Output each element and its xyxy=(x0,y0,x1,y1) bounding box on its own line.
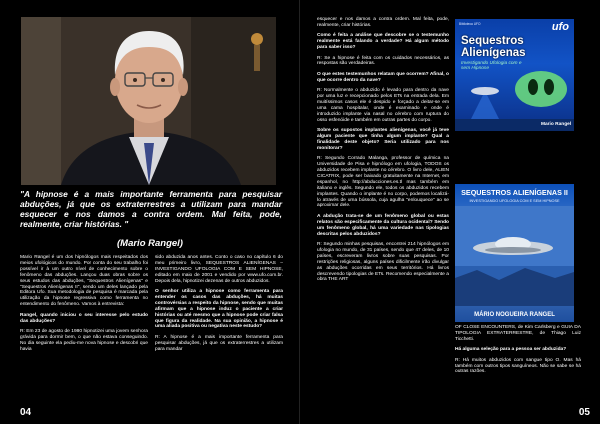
paragraph: Mario Rangel é um dos hipnólogos mais respeitados dos meios ufológicos do mundo. Por conta do seu trabalho foi possível ir à um outro nível de conhecimento sobre o fenômeno das abduções. Lançou duas obras sobre os seus estudos das abduções, "Sequestros Alienígenas" e "Sequestros Alienígenas II", sendo um deles lançado pela Editora Ufo. Sua metodologia de pesquisa é marcada pela utilização da hipnose regressiva como ferramenta no entendimento do fenômeno. Vamos à entrevista: xyxy=(20,255,148,308)
quote-attribution: (Mario Rangel) xyxy=(117,238,183,249)
interview-question: Rangel, quando iniciou o seu interesse pelo estudo das abduções? xyxy=(20,312,148,324)
cover2-author: MÁRIO NOGUEIRA RANGEL xyxy=(474,312,555,318)
paragraph: R: Segundo Corrado Malanga, professor de química na Universidade de Pisa e hipnólogo em ufologia, TODOS os abduzidos recebem implante no cérebro. O livro dele, ALIEN CICATRIX, pode ser baixado gratuitamente na Internet, em espanhol, no http://abducciones.es.tl mas também em italiano e inglês. Segundo ele, todos os abduzidos recebem implantes. Quando o implante é no corpo, podemos localizá-lo através de uma bússola, cuja agulha "enlouquece" ao se aproximar dele. xyxy=(317,156,449,209)
pull-quote: "A hipnose é a mais importante ferramenta para pesquisar abduções, já que os extraterrestres a utilizam para mandar esquecer e nos damos a contra ordem. Mal feita, pode, realmente, criar histórias. " xyxy=(20,189,282,229)
left-column-2 xyxy=(155,255,283,357)
paragraph: sido abduzida anos antes. Conto o caso no capítulo 6 do meu primeiro livro, SEQUESTROS ALIENÍGENAS – INVESTIGANDO UFOLOGIA COM E SEM HIPNOSE, editado em maio de 2001 e vendido por www.ufo.com.br. Depois dela, hipnotizei dezenas de outros abduzidos. xyxy=(155,255,283,284)
paragraph: R: Há muitos abduzidos com sangue tipo O. Mas há também com outros tipos sanguíneos. Não se sabe se há outras razões. xyxy=(455,357,581,375)
book-cover-2 xyxy=(455,184,574,322)
page-number-right: 05 xyxy=(578,407,590,418)
cover1-title-line1: Sequestros xyxy=(461,35,524,47)
book-cover-1 xyxy=(455,19,574,131)
interview-question: Há alguma seleção para a pessoa ser abduzida? xyxy=(455,347,567,353)
cover1-title-line2: Alienígenas xyxy=(461,47,526,59)
cover1-series: Biblioteca UFO xyxy=(459,22,481,26)
portrait-photo xyxy=(21,17,276,185)
cover2-title: SEQUESTROS ALIENÍGENAS II xyxy=(461,188,568,197)
portrait-illustration xyxy=(21,17,276,185)
cover1-author: Mario Rangel xyxy=(541,122,572,127)
paragraph: R: Se a hipnose é feita com os cuidados necessários, as respostas são verdadeiras. xyxy=(317,55,449,67)
interview-question: Sobre os supostos implantes alienígenas, você já teve algum paciente que tinha algum implante? Qual a finalidade deste objeto? Seria utilizado para nos monitorar? xyxy=(317,128,449,151)
paragraph: esquecer e nos damos a contra ordem. Mal feita, pode, realmente, criar histórias. xyxy=(317,17,449,28)
interview-question: Como é feita a análise que descobre se o testemunho realmente está falando a verdade? Há algum método para saber isso? xyxy=(317,33,449,51)
right-column-1 xyxy=(317,17,449,288)
cover2-art xyxy=(455,206,574,306)
left-column-1 xyxy=(20,255,148,357)
page-number-left: 04 xyxy=(20,407,32,418)
paragraph: R: Normalmente o abduzido é levado para dentro da nave por uma luz e recepcionado pelos ETs na entrada dela. Em muitíssimos casos ele é despido e forçado a deitar-se em uma cama hospitalar, onde é examinado e onde é introduzido implante via nasal no cérebro com ruptura do osso esfenóide e também em outras partes do corpo. xyxy=(317,88,449,123)
ufo-icon xyxy=(471,87,499,95)
alien-head-icon xyxy=(515,71,567,107)
paragraph: R: Em 23 de agosto de 1980 hipnotizei uma jovem senhora grávida para dormir bem, o que não estava conseguindo. No dia seguinte ela pediu-me nova hipnose e descobri que havia xyxy=(20,328,148,352)
interview-question: A abdução trata-se de um fenômeno global ou estas relatos são especificamente da cultura ocidental? Sendo um fenômeno global, há uma variedade nas tipologias descritas pelos abduzidos? xyxy=(317,213,449,237)
interview-question: O senhor utiliza a hipnose como ferramenta para entender os casos das abduções, há muitas controvérsias a respeito da hipnose, sendo que muitas afirmam que a hipnose induz o paciente a criar histórias ou até mesmo que a hipnose pode criar falsa que figura da realidade. Na sua opinião, a hipnose é uma aliada positiva ou negativa neste estudo? xyxy=(155,289,283,330)
interview-question: O que estes testemunhos relatam que ocorrem? Afinal, o que ocorre dentro da nave? xyxy=(317,71,449,83)
right-column-2 xyxy=(455,325,581,380)
paragraph: OF CLOSE ENCOUNTERS, de Kim Carlsberg e GUIA DA TIPOLOGIA EXTRATERRESTRE, de Thiago Luiz Ticchetti. xyxy=(455,325,581,342)
cover1-subtitle: Investigando Ufologia com e sem Hipnose xyxy=(461,61,522,72)
paragraph: R: Segundo minhas pesquisas, encontrei 214 hipnólogos em ufologia no mundo, de 31 países, sendo que 47 deles, de 10 países, escreveram livros sobre suas pesquisas. Por restrições religiosas, alguns países dificilmente irão divulgar as abduções ocorridas em seus territórios. Há livros descrevendo tipologias de ETs. Recomendo especialmente a obra THE ART xyxy=(317,242,449,283)
paragraph: R: A hipnose é a mais importante ferramenta para pesquisar abduções, já que os extraterrestres a utilizam para mandar xyxy=(155,334,283,352)
ufo-logo: ufo xyxy=(551,21,569,33)
cover2-subtitle: INVESTIGANDO UFOLOGIA COM E SEM HIPNOSE xyxy=(469,199,560,203)
